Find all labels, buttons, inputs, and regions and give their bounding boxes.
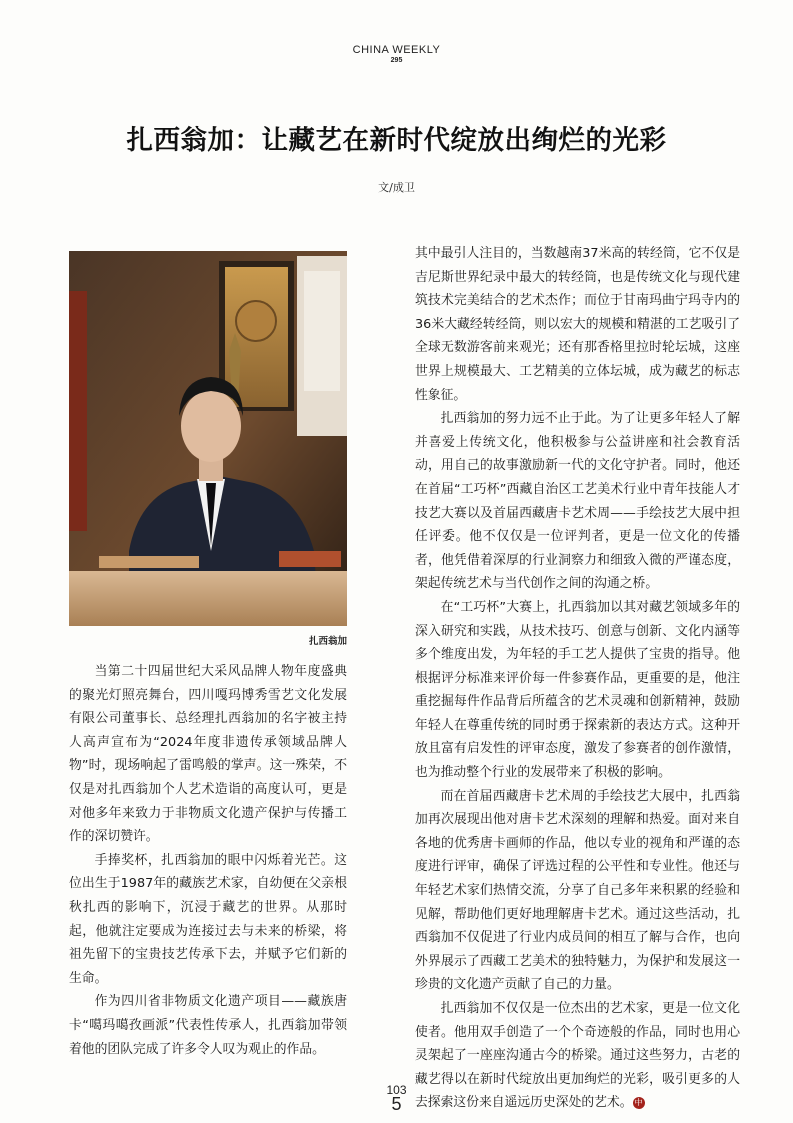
photo-caption: 扎西翁加	[308, 636, 347, 647]
paragraph: 当第二十四届世纪大采风品牌人物年度盛典的聚光灯照亮舞台，四川嘎玛博秀雪艺文化发展有限公司董事长、总经理扎西翁加的名字被主持人高声宣布为“2024年度非遗传承领域品牌人物”时，现场响起了雷鸣般的掌声。这一殊荣，不仅是对扎西翁加个人艺术造诣的高度认可，更是对他多年来致力于非物质文化遗产保护与传播工作的深切赞许。	[69, 664, 347, 845]
portrait-illustration	[69, 251, 347, 626]
handwritten-mark: 5	[391, 1094, 402, 1114]
paragraph: 扎西翁加的努力远不止于此。为了让更多年轻人了解并喜爱上传统文化，他积极参与公益讲座和社会教育活动，用自己的故事激励新一代的文化守护者。同时，他还在首届“工巧杯”西藏自治区工艺美术行业中青年技能人才技艺大赛以及首届西藏唐卡艺术周——手绘技艺大展中担任评委。他不仅仅是一位评判者，更是一位文化的传播者，他凭借着深厚的行业洞察力和细致入微的严谨态度，架起传统艺术与当代创作之间的沟通之桥。	[415, 411, 740, 592]
page-number: 103	[386, 1083, 407, 1097]
left-column	[69, 660, 347, 1061]
end-mark-icon: 中	[634, 1097, 643, 1107]
paragraph: 作为四川省非物质文化遗产项目——藏族唐卡“噶玛噶孜画派”代表性传承人，扎西翁加带领着他的团队完成了许多令人叹为观止的作品。	[69, 994, 347, 1057]
article-title: 扎西翁加：让藏艺在新时代绽放出绚烂的光彩	[126, 125, 667, 156]
paragraph-continued: 其中最引人注目的，当数越南37米高的转经筒，它不仅是吉尼斯世界纪录中最大的转经筒，也是传统文化与现代建筑技术完美结合的艺术杰作；而位于甘南玛曲宁玛寺内的36米大藏经转经筒，则以宏大的规模和精湛的工艺吸引了全球无数游客前来观光；还有那香格里拉时轮坛城，这座世界上规模最大、工艺精美的立体坛城，成为藏艺的标志性象征。	[415, 246, 740, 403]
paragraph: 手捧奖杯，扎西翁加的眼中闪烁着光芒。这位出生于1987年的藏族艺术家，自幼便在父亲根秋扎西的影响下，沉浸于藏艺的世界。从那时起，他就注定要成为连接过去与未来的桥梁，将祖先留下的宝贵技艺传承下去，并赋予它们新的生命。	[69, 852, 347, 986]
magazine-brand: CHINA WEEKLY	[352, 44, 441, 56]
issue-number: 295	[390, 57, 403, 64]
masthead	[0, 44, 793, 64]
paragraph-final-text: 扎西翁加不仅仅是一位杰出的艺术家，更是一位文化使者。他用双手创造了一个个奇迹般的作品，同时也用心灵架起了一座座沟通古今的桥梁。通过这些努力，古老的藏艺得以在新时代绽放出更加绚烂的光彩，吸引更多的人去探索这份来自遥远历史深处的艺术。	[415, 1001, 740, 1111]
right-column	[415, 242, 740, 1115]
portrait-photo	[69, 251, 347, 626]
paragraph: 而在首届西藏唐卡艺术周的手绘技艺大展中，扎西翁加再次展现出他对唐卡艺术深刻的理解和热爱。面对来自各地的优秀唐卡画师的作品，他以专业的视角和严谨的态度进行评审，确保了评选过程的公平性和专业性。他还与年轻艺术家们热情交流，分享了自己多年来积累的经验和见解，帮助他们更好地理解唐卡艺术。通过这些活动，扎西翁加不仅促进了行业内成员间的相互了解与合作，也向外界展示了西藏工艺美术的独特魅力，为保护和发展这一珍贵的文化遗产贡献了自己的力量。	[415, 788, 740, 993]
article-byline: 文/成卫	[378, 181, 415, 194]
paragraph: 在“工巧杯”大赛上，扎西翁加以其对藏艺领域多年的深入研究和实践，从技术技巧、创意与创新、文化内涵等多个维度出发，为年轻的手工艺人提供了宝贵的指导。他根据评分标准来评价每一件参赛作品，更重要的是，他注重挖掘每件作品背后所蕴含的艺术灵魂和创新精神，鼓励年轻人在尊重传统的同时勇于探索新的表达方式。这种开放且富有启发性的评审态度，激发了参赛者的创作激情，也为推动整个行业的发展带来了积极的影响。	[415, 599, 740, 781]
